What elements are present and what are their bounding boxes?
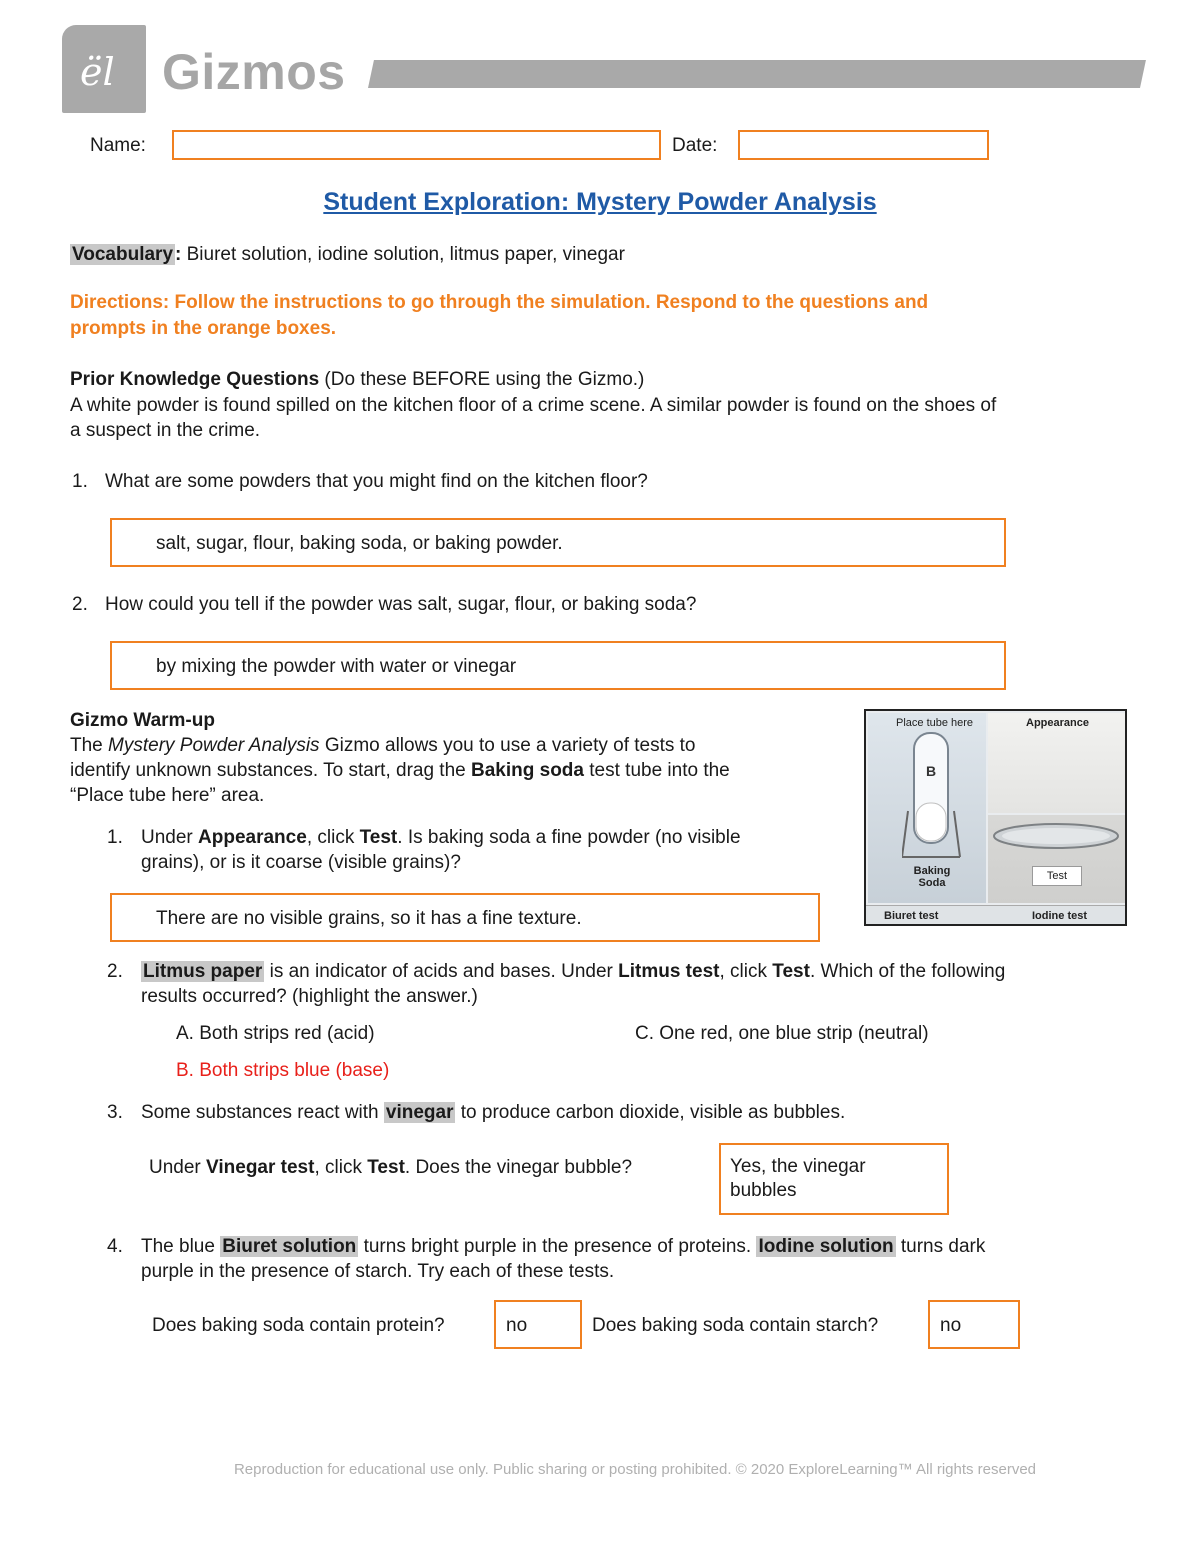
warmup-q3-sub-a: Under [149, 1157, 207, 1178]
prior-knowledge-note: (Do these BEFORE using the Gizmo.) [319, 369, 645, 390]
directions-line-2: prompts in the orange boxes. [70, 318, 337, 339]
warmup-q4-text [141, 1234, 1151, 1284]
warmup-q2-line2: results occurred? (highlight the answer.) [141, 986, 478, 1007]
gizmos-brand: Gizmos [162, 44, 346, 100]
directions [70, 290, 928, 342]
prior-a1-value: salt, sugar, flour, baking soda, or baking powder. [156, 533, 563, 554]
iodine-test-label: Iodine test [1032, 910, 1088, 922]
date-field[interactable] [738, 130, 989, 160]
biuret-solution-term: Biuret solution [222, 1236, 357, 1257]
svg-text:ël: ël [80, 50, 115, 94]
warmup-q1-c: , click [306, 827, 360, 848]
prior-knowledge-title: Prior Knowledge Questions [70, 369, 320, 390]
warmup-q4-line2: purple in the presence of starch. Try each of these tests. [141, 1261, 615, 1282]
gizmo-test-button[interactable]: Test [1032, 866, 1082, 886]
warmup-q1-d: Test [359, 827, 398, 848]
appearance-label: Appearance [1026, 717, 1089, 729]
prior-knowledge-heading [70, 367, 644, 392]
vinegar-term: vinegar [385, 1102, 454, 1123]
biuret-test-label: Biuret test [884, 910, 939, 922]
vocabulary-terms: Biuret solution, iodine solution, litmus paper, vinegar [181, 244, 625, 265]
tube-letter: B [925, 763, 937, 779]
dish-icon [990, 821, 1122, 851]
option-b-selected[interactable]: B. Both strips blue (base) [176, 1060, 390, 1081]
prior-a2-value: by mixing the powder with water or vinegar [156, 656, 517, 677]
test-tube-icon [902, 731, 962, 861]
gizmo-screenshot [864, 709, 1127, 926]
starch-answer: no [940, 1315, 962, 1336]
tube-name [910, 865, 954, 889]
protein-question: Does baking soda contain protein? [152, 1315, 445, 1336]
warmup-q4-c: turns dark [895, 1236, 986, 1257]
warmup-a3-line1: Yes, the vinegar [730, 1156, 866, 1177]
prior-intro-line-2: a suspect in the crime. [70, 420, 261, 441]
warmup-a1-value: There are no visible grains, so it has a fine texture. [156, 908, 582, 929]
warmup-q3-sub-e: . Does the vinegar bubble? [404, 1157, 633, 1178]
warmup-a1-box[interactable] [110, 893, 820, 942]
warmup-q2-e: . Which of the following [809, 961, 1006, 982]
warmup-q2-text [141, 959, 1141, 1009]
prior-q1-number: 1. [72, 471, 88, 492]
warmup-intro [70, 733, 850, 808]
vocabulary-colon: : [175, 244, 182, 265]
warmup-q1-e: . Is baking soda a fine powder (no visible [397, 827, 741, 848]
directions-line-1: Directions: Follow the instructions to go through the simulation. Respond to the questions and [70, 292, 929, 313]
name-label: Name: [90, 135, 146, 156]
prior-knowledge-intro [70, 393, 1150, 443]
page-title: Student Exploration: Mystery Powder Analysis [323, 188, 877, 216]
prior-intro-line-1: A white powder is found spilled on the kitchen floor of a crime scene. A similar powder is found on the shoes of [70, 395, 997, 416]
warmup-q3-number: 3. [107, 1102, 123, 1123]
warmup-q3-b: to produce carbon dioxide, visible as bubbles. [455, 1102, 846, 1123]
prior-a1-box[interactable] [110, 518, 1006, 567]
prior-q2-number: 2. [72, 594, 88, 615]
warmup-intro-italic: Mystery Powder Analysis [108, 735, 320, 756]
starch-question: Does baking soda contain starch? [592, 1315, 879, 1336]
warmup-intro-b: Gizmo allows you to use a variety of tests to [319, 735, 696, 756]
warmup-q1-number: 1. [107, 827, 123, 848]
prior-q1-text: What are some powders that you might find on the kitchen floor? [105, 471, 648, 492]
warmup-q3-sub-d: Test [367, 1157, 405, 1178]
place-tube-label: Place tube here [896, 717, 974, 729]
warmup-q3-sub-c: , click [314, 1157, 368, 1178]
warmup-q3-text [141, 1100, 845, 1125]
protein-answer-box[interactable] [494, 1300, 582, 1349]
warmup-a3-line2: bubbles [730, 1180, 797, 1201]
warmup-q2-d: Test [772, 961, 810, 982]
warmup-q3-subquestion [149, 1155, 632, 1180]
warmup-q3-a: Some substances react with [141, 1102, 384, 1123]
warmup-intro-line2: identify unknown substances. To start, drag the [70, 760, 471, 781]
explorelearning-logo [62, 25, 146, 113]
date-label: Date: [672, 135, 718, 156]
warmup-heading: Gizmo Warm-up [70, 710, 215, 731]
tube-name-line2: Soda [918, 877, 946, 889]
name-field[interactable] [172, 130, 661, 160]
warmup-q1-b: Appearance [198, 827, 307, 848]
warmup-q1-line2: grains), or is it coarse (visible grains)? [141, 852, 461, 873]
warmup-q2-c: , click [719, 961, 773, 982]
warmup-a3-box[interactable] [719, 1143, 949, 1215]
vocabulary-label: Vocabulary [72, 244, 174, 265]
prior-q2-text: How could you tell if the powder was salt, sugar, flour, or baking soda? [105, 594, 697, 615]
option-a[interactable]: A. Both strips red (acid) [176, 1023, 375, 1044]
warmup-q4-number: 4. [107, 1236, 123, 1257]
warmup-q3-sub-b: Vinegar test [206, 1157, 315, 1178]
warmup-q1-a: Under [141, 827, 199, 848]
prior-a2-box[interactable] [110, 641, 1006, 690]
litmus-paper-term: Litmus paper [143, 961, 263, 982]
el-logo-icon [76, 43, 134, 97]
vocabulary-line [70, 242, 625, 267]
warmup-intro-c: test tube into the [583, 760, 730, 781]
protein-answer: no [506, 1315, 528, 1336]
header-bar [368, 60, 1146, 88]
warmup-q2-a: is an indicator of acids and bases. Under [264, 961, 619, 982]
warmup-q1-text [141, 825, 841, 875]
iodine-solution-term: Iodine solution [758, 1236, 894, 1257]
footer-copyright: Reproduction for educational use only. Public sharing or posting prohibited. © 2020 ExploreLearning™ All rights reserved [233, 1461, 1037, 1478]
warmup-intro-a: The [70, 735, 109, 756]
option-c[interactable]: C. One red, one blue strip (neutral) [635, 1023, 929, 1044]
warmup-q2-b: Litmus test [618, 961, 720, 982]
warmup-intro-line3: “Place tube here” area. [70, 785, 265, 806]
warmup-q4-a: The blue [141, 1236, 221, 1257]
starch-answer-box[interactable] [928, 1300, 1020, 1349]
warmup-q2-number: 2. [107, 961, 123, 982]
tube-name-line1: Baking [913, 865, 951, 877]
warmup-intro-bold: Baking soda [471, 760, 584, 781]
warmup-q4-b: turns bright purple in the presence of proteins. [358, 1236, 757, 1257]
